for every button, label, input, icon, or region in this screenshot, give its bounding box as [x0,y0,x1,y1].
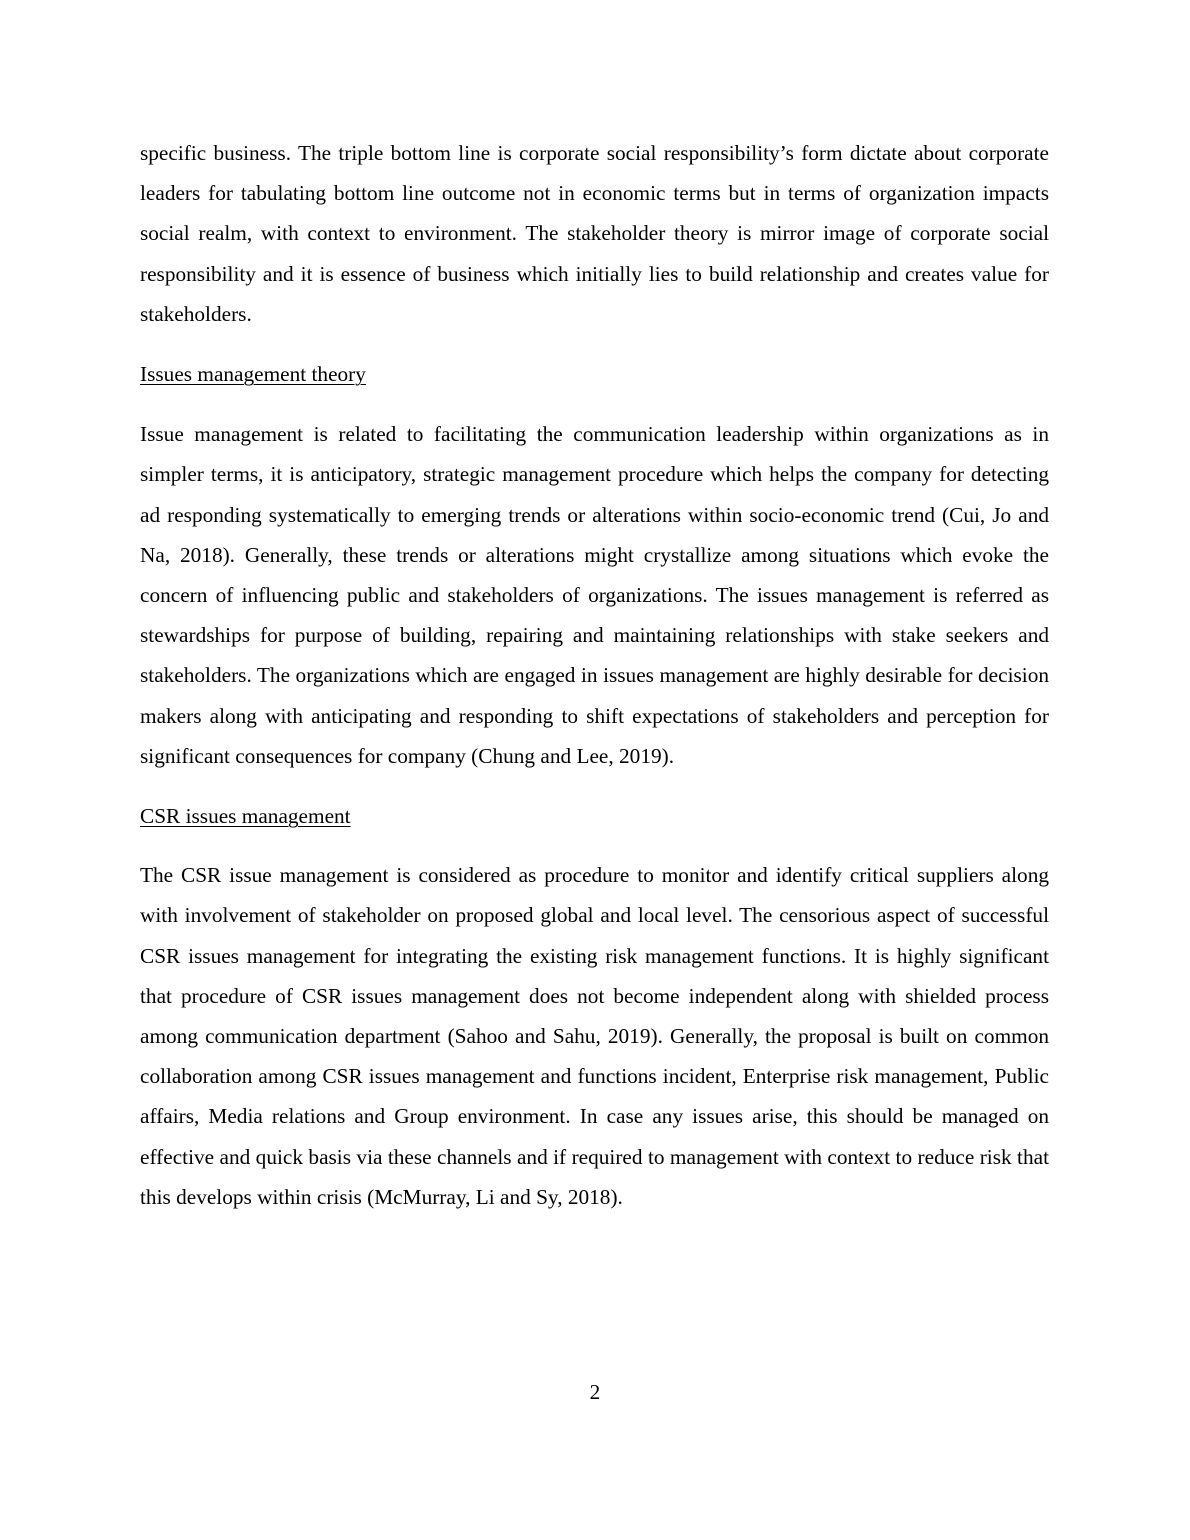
spacer [140,836,1049,855]
section-paragraph-csr-issues-management: The CSR issue management is considered as procedure to monitor and identify critical suppliers along with involvement of stakeholder on proposed global and local level. The censorious aspect of successful CSR issues management for integrating the existing risk management functions. It is highly significant that procedure of CSR issues management does not become independent along with shielded process among communication department (Sahoo and Sahu, 2019). Generally, the proposal is built on common collaboration among CSR issues management and functions incident, Enterprise risk management, Public affairs, Media relations and Group environment. In case any issues arise, this should be managed on effective and quick basis via these channels and if required to management with context to reduce risk that this develops within crisis (McMurray, Li and Sy, 2018). [140,863,1049,1209]
section-paragraph-issues-management-theory: Issue management is related to facilitating the communication leadership within organizations as in simpler terms, it is anticipatory, strategic management procedure which helps the company for detecting ad responding systematically to emerging trends or alterations within socio-economic trend (Cui, Jo and Na, 2018). Generally, these trends or alterations might crystallize among situations which evoke the concern of influencing public and stakeholders of organizations. The issues management is referred as stewardships for purpose of building, repairing and maintaining relationships with stake seekers and stakeholders. The organizations which are engaged in issues management are highly desirable for decision makers along with anticipating and responding to shift expectations of stakeholders and perception for significant consequences for company (Chung and Lee, 2019). [140,422,1049,768]
spacer [140,394,1049,414]
spacer [140,776,1049,796]
page-number: 2 [589,1380,601,1404]
spacer [140,334,1049,354]
section-heading-csr-issues-management: CSR issues management [140,804,351,829]
document-page [140,133,1049,1217]
section-heading-issues-management-theory: Issues management theory [140,362,366,387]
intro-paragraph: specific business. The triple bottom line is corporate social responsibility’s form dictate about corporate leaders for tabulating bottom line outcome not in economic terms but in terms of organization impacts social realm, with context to environment. The stakeholder theory is mirror image of corporate social responsibility and it is essence of business which initially lies to build relationship and creates value for stakeholders. [140,141,1049,326]
